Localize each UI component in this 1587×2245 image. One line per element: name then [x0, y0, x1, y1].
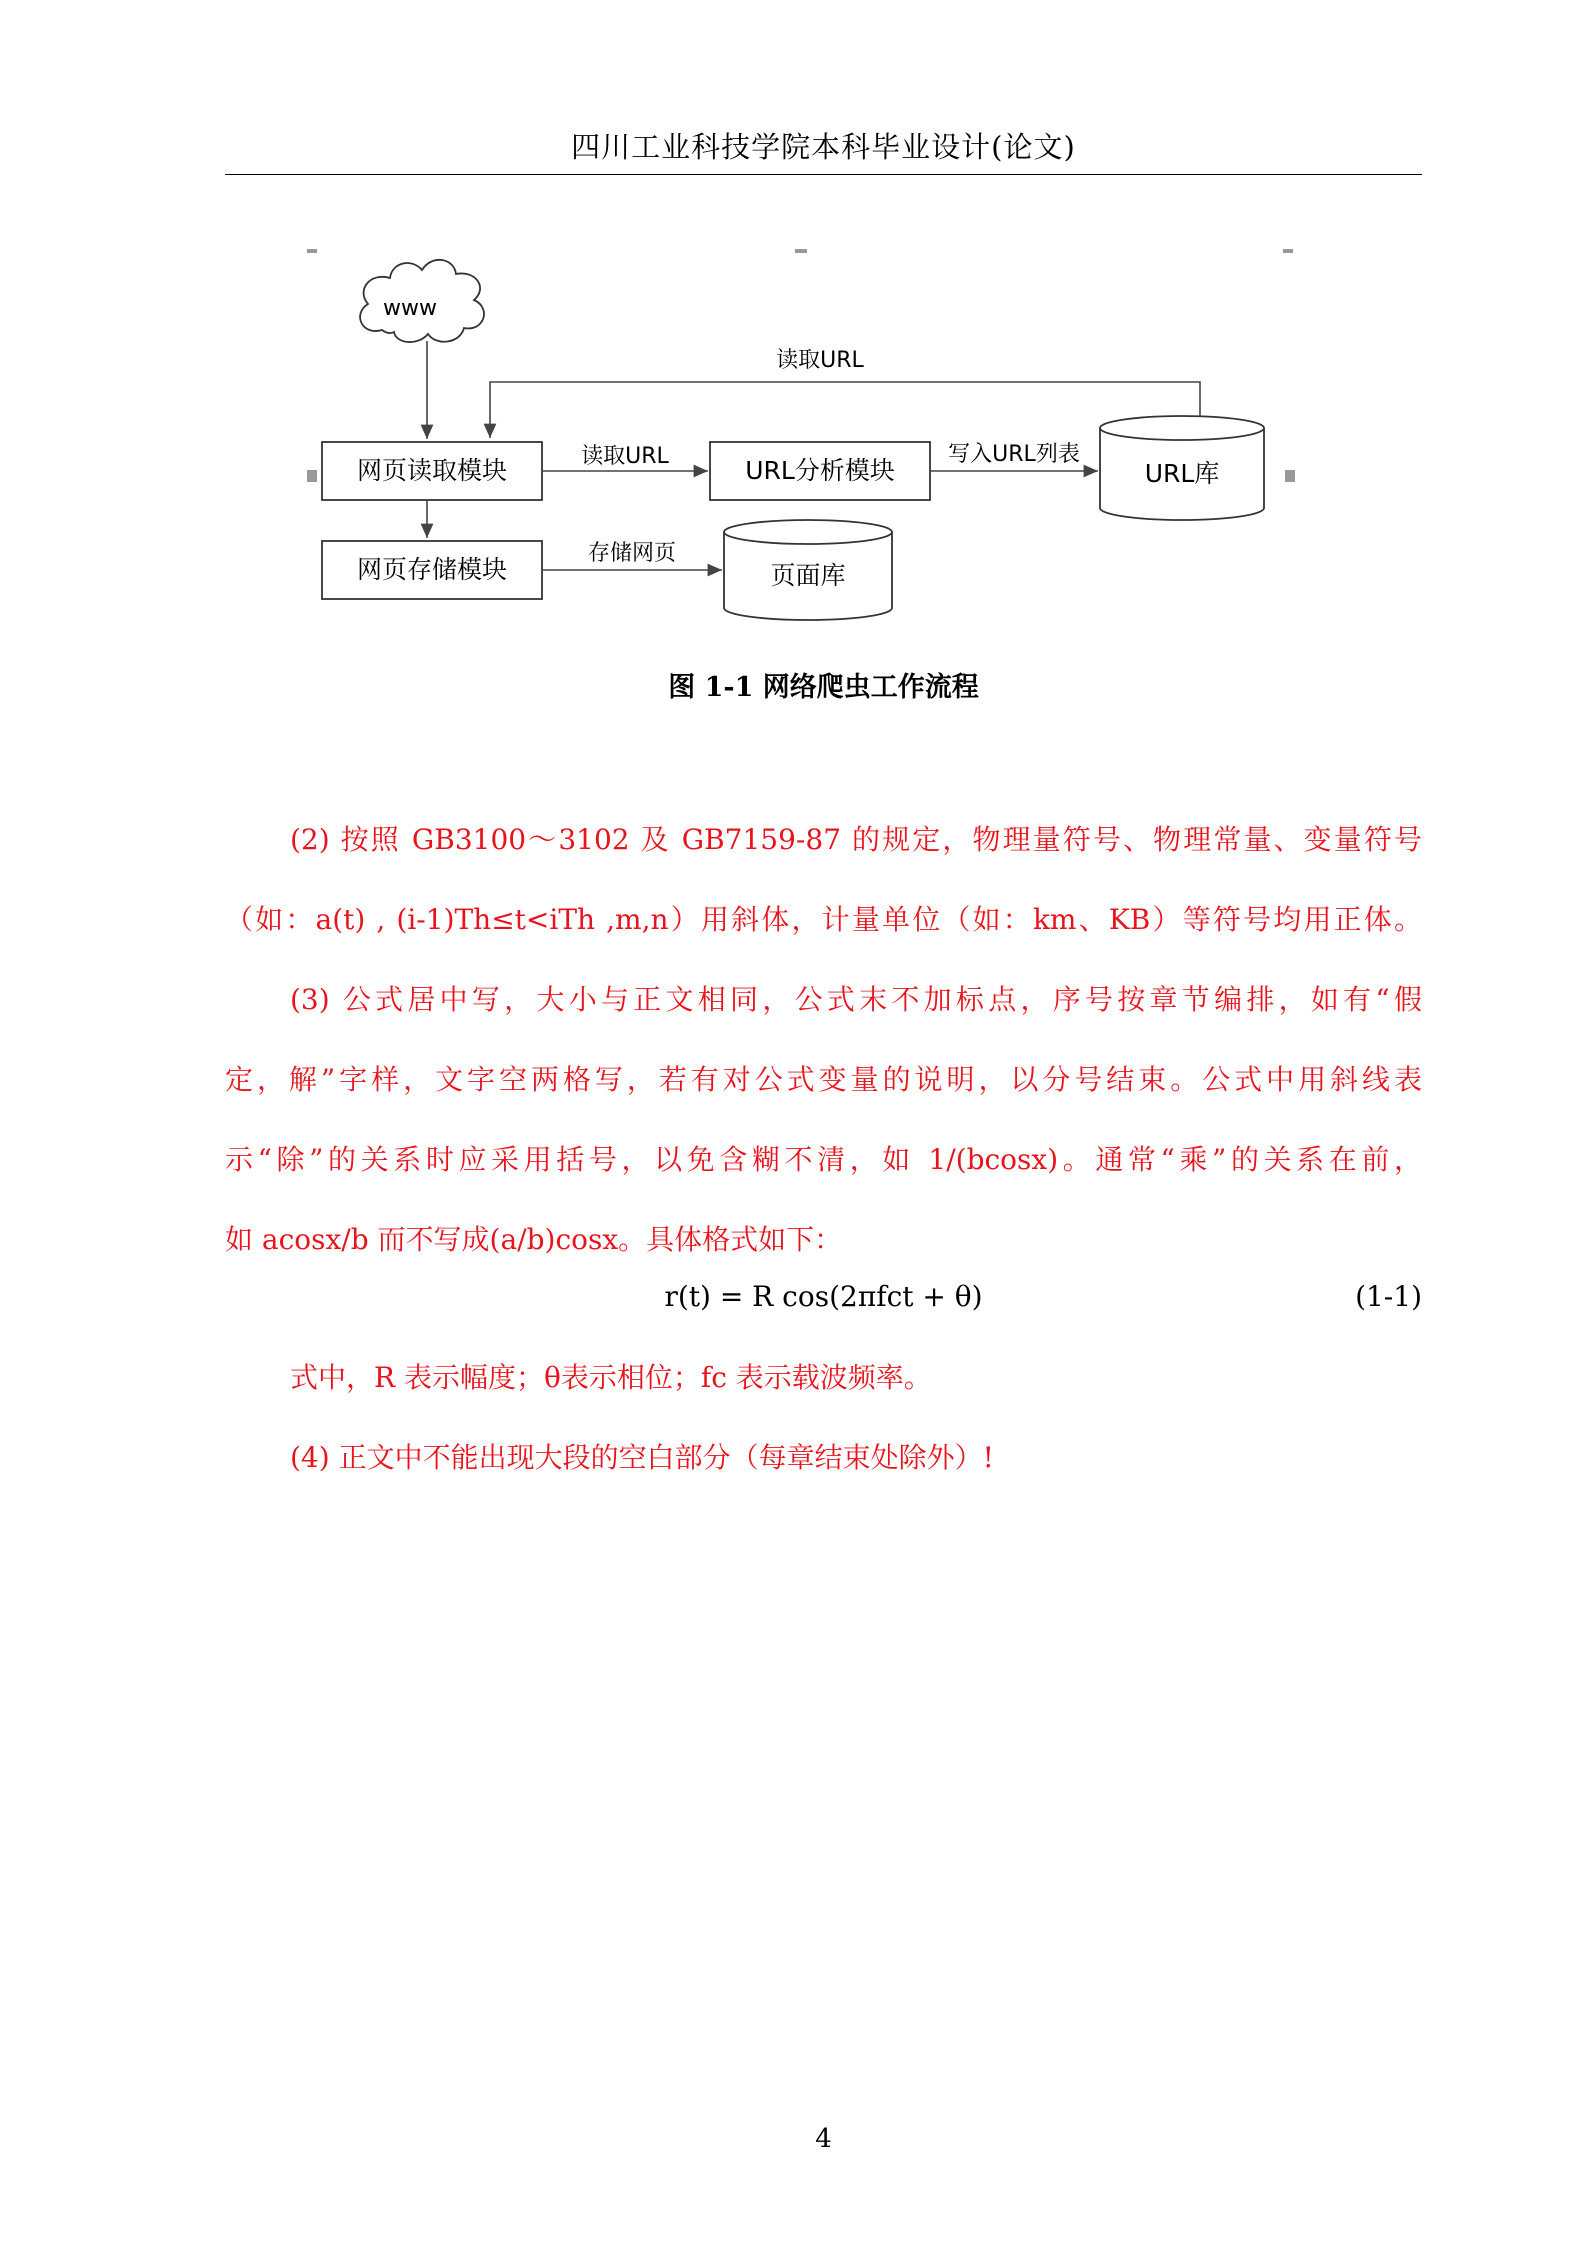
p4-line: (4) 正文中不能出现大段的空白部分（每章结束处除外）!	[290, 1441, 994, 1474]
p3-line-2: 定，解”字样，文字空两格写，若有对公式变量的说明，以分号结束。公式中用斜线表	[225, 1063, 1422, 1096]
www-cloud	[360, 260, 484, 342]
paragraph-4	[225, 1418, 1422, 1498]
node-page-db-label: 页面库	[770, 561, 846, 590]
handle-top-right	[1283, 249, 1293, 253]
crawler-flow-diagram	[300, 232, 1300, 642]
paragraph-3	[225, 960, 1422, 1280]
handle-right	[1285, 470, 1295, 482]
node-url-db	[1100, 416, 1264, 520]
p3-line-4: 如 acosx/b 而不写成(a/b)cosx。具体格式如下：	[225, 1223, 843, 1256]
edge-label-read-url: 读取URL	[581, 444, 669, 469]
node-page-db	[724, 520, 892, 620]
handle-left	[307, 470, 317, 482]
node-url-db-label: URL库	[1144, 459, 1220, 488]
header-rule	[225, 174, 1422, 175]
node-page-read-label: 网页读取模块	[356, 456, 508, 485]
variable-note	[225, 1338, 1422, 1418]
node-page-store-label: 网页存储模块	[356, 555, 508, 584]
page-number: 4	[815, 2124, 832, 2154]
handle-top-mid	[795, 249, 807, 253]
formula-number: (1-1)	[1355, 1280, 1422, 1313]
formula-1-1	[225, 1280, 1422, 1320]
handle-top-left	[307, 249, 317, 253]
p3-line-3: 示“除”的关系时应采用括号，以免含糊不清，如 1/(bcosx)。通常“乘”的关系在前，	[225, 1143, 1422, 1176]
arrow-urldb-to-read	[490, 382, 1200, 438]
formula-expression: r(t) = R cos(2πfct + θ)	[664, 1280, 983, 1313]
p3-line-1: (3) 公式居中写，大小与正文相同，公式末不加标点，序号按章节编排，如有“假	[290, 983, 1422, 1016]
node-url-analyze-label: URL分析模块	[745, 456, 895, 485]
edge-label-store-page: 存储网页	[587, 541, 677, 566]
www-label: www	[383, 296, 437, 321]
p2-line-2: （如：a(t) , (i-1)Th≤t<iTh ,m,n）用斜体，计量单位（如：km、KB）等符号均用正体。	[225, 903, 1422, 936]
variable-note-line: 式中，R 表示幅度；θ表示相位；fc 表示载波频率。	[290, 1361, 932, 1394]
figure-caption: 图 1-1 网络爬虫工作流程	[668, 672, 979, 703]
edge-label-read-url-top: 读取URL	[776, 348, 864, 373]
paragraph-2	[225, 800, 1422, 960]
p2-line-1: (2) 按照 GB3100～3102 及 GB7159-87 的规定，物理量符号、物理常量、变量符号	[290, 823, 1422, 856]
edge-label-write-url: 写入URL列表	[948, 442, 1080, 467]
page-header: 四川工业科技学院本科毕业设计(论文)	[571, 130, 1076, 164]
